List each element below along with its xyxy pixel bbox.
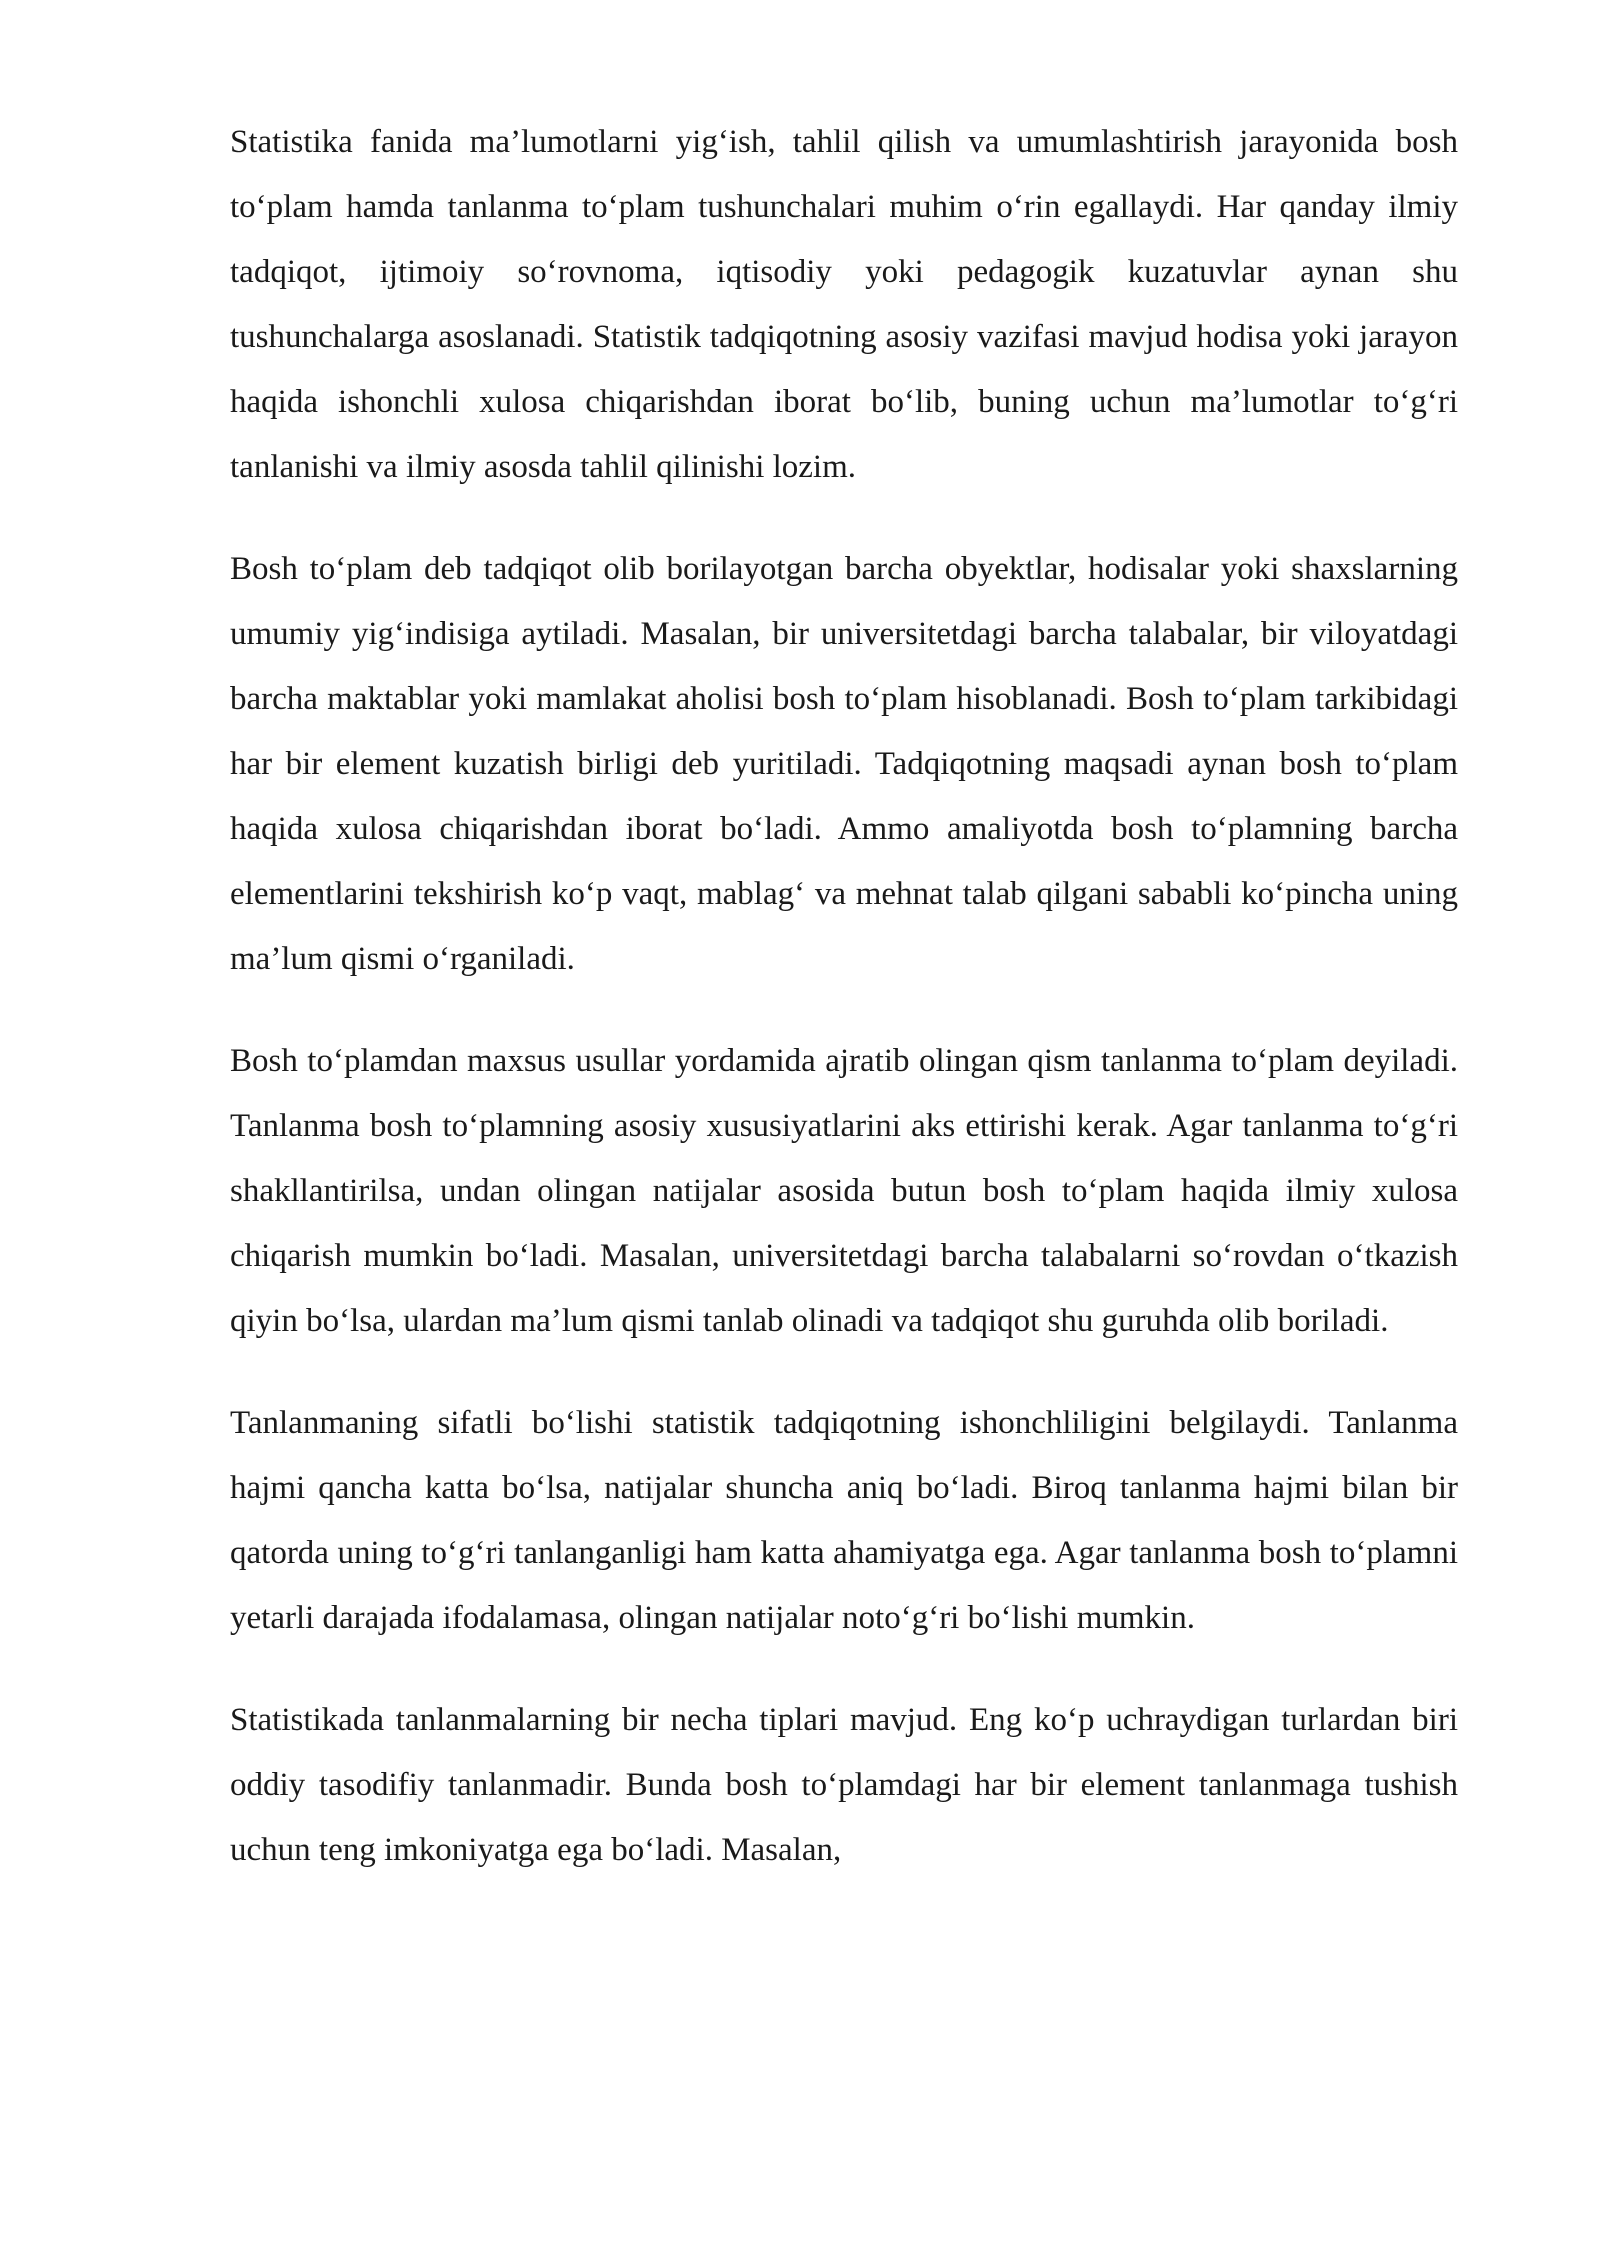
paragraph-2: Bosh to‘plam deb tadqiqot olib borilayotgan barcha obyektlar, hodisalar yoki shaxslarning umumiy yig‘indisiga aytiladi. Masalan, bir universitetdagi barcha talabalar, bir viloyatdagi barcha maktablar yoki mamlakat aholisi bosh to‘plam hisoblanadi. Bosh to‘plam tarkibidagi har bir element kuzatish birligi deb yuritiladi. Tadqiqotning maqsadi aynan bosh to‘plam haqida xulosa chiqarishdan iborat bo‘ladi. Ammo amaliyotda bosh to‘plamning barcha elementlarini tekshirish ko‘p vaqt, mablag‘ va mehnat talab qilgani sababli ko‘pincha uning ma’lum qismi o‘rganiladi. bbox=[230, 551, 1458, 977]
paragraph-1: Statistika fanida ma’lumotlarni yig‘ish, tahlil qilish va umumlashtirish jarayonida bosh to‘plam hamda tanlanma to‘plam tushunchalari muhim o‘rin egallaydi. Har qanday ilmiy tadqiqot, ijtimoiy so‘rovnoma, iqtisodiy yoki pedagogik kuzatuvlar aynan shu tushunchalarga asoslanadi. Statistik tadqiqotning asosiy vazifasi mavjud hodisa yoki jarayon haqida ishonchli xulosa chiqarishdan iborat bo‘lib, buning uchun ma’lumotlar to‘g‘ri tanlanishi va ilmiy asosda tahlil qilinishi lozim. bbox=[230, 124, 1458, 485]
paragraph-3: Bosh to‘plamdan maxsus usullar yordamida ajratib olingan qism tanlanma to‘plam deyiladi. Tanlanma bosh to‘plamning asosiy xususiyatlarini aks ettirishi kerak. Agar tanlanma to‘g‘ri shakllantirilsa, undan olingan natijalar asosida butun bosh to‘plam haqida ilmiy xulosa chiqarish mumkin bo‘ladi. Masalan, universitetdagi barcha talabalarni so‘rovdan o‘tkazish qiyin bo‘lsa, ulardan ma’lum qismi tanlab olinadi va tadqiqot shu guruhda olib boriladi. bbox=[230, 1043, 1458, 1339]
paragraph-4: Tanlanmaning sifatli bo‘lishi statistik tadqiqotning ishonchliligini belgilaydi. Tanlanma hajmi qancha katta bo‘lsa, natijalar shuncha aniq bo‘ladi. Biroq tanlanma hajmi bilan bir qatorda uning to‘g‘ri tanlanganligi ham katta ahamiyatga ega. Agar tanlanma bosh to‘plamni yetarli darajada ifodalamasa, olingan natijalar noto‘g‘ri bo‘lishi mumkin. bbox=[230, 1405, 1458, 1636]
paragraph-5: Statistikada tanlanmalarning bir necha tiplari mavjud. Eng ko‘p uchraydigan turlardan biri oddiy tasodifiy tanlanmadir. Bunda bosh to‘plamdagi har bir element tanlanmaga tushish uchun teng imkoniyatga ega bo‘ladi. Masalan, bbox=[230, 1702, 1458, 1868]
document-body bbox=[230, 110, 1458, 1883]
